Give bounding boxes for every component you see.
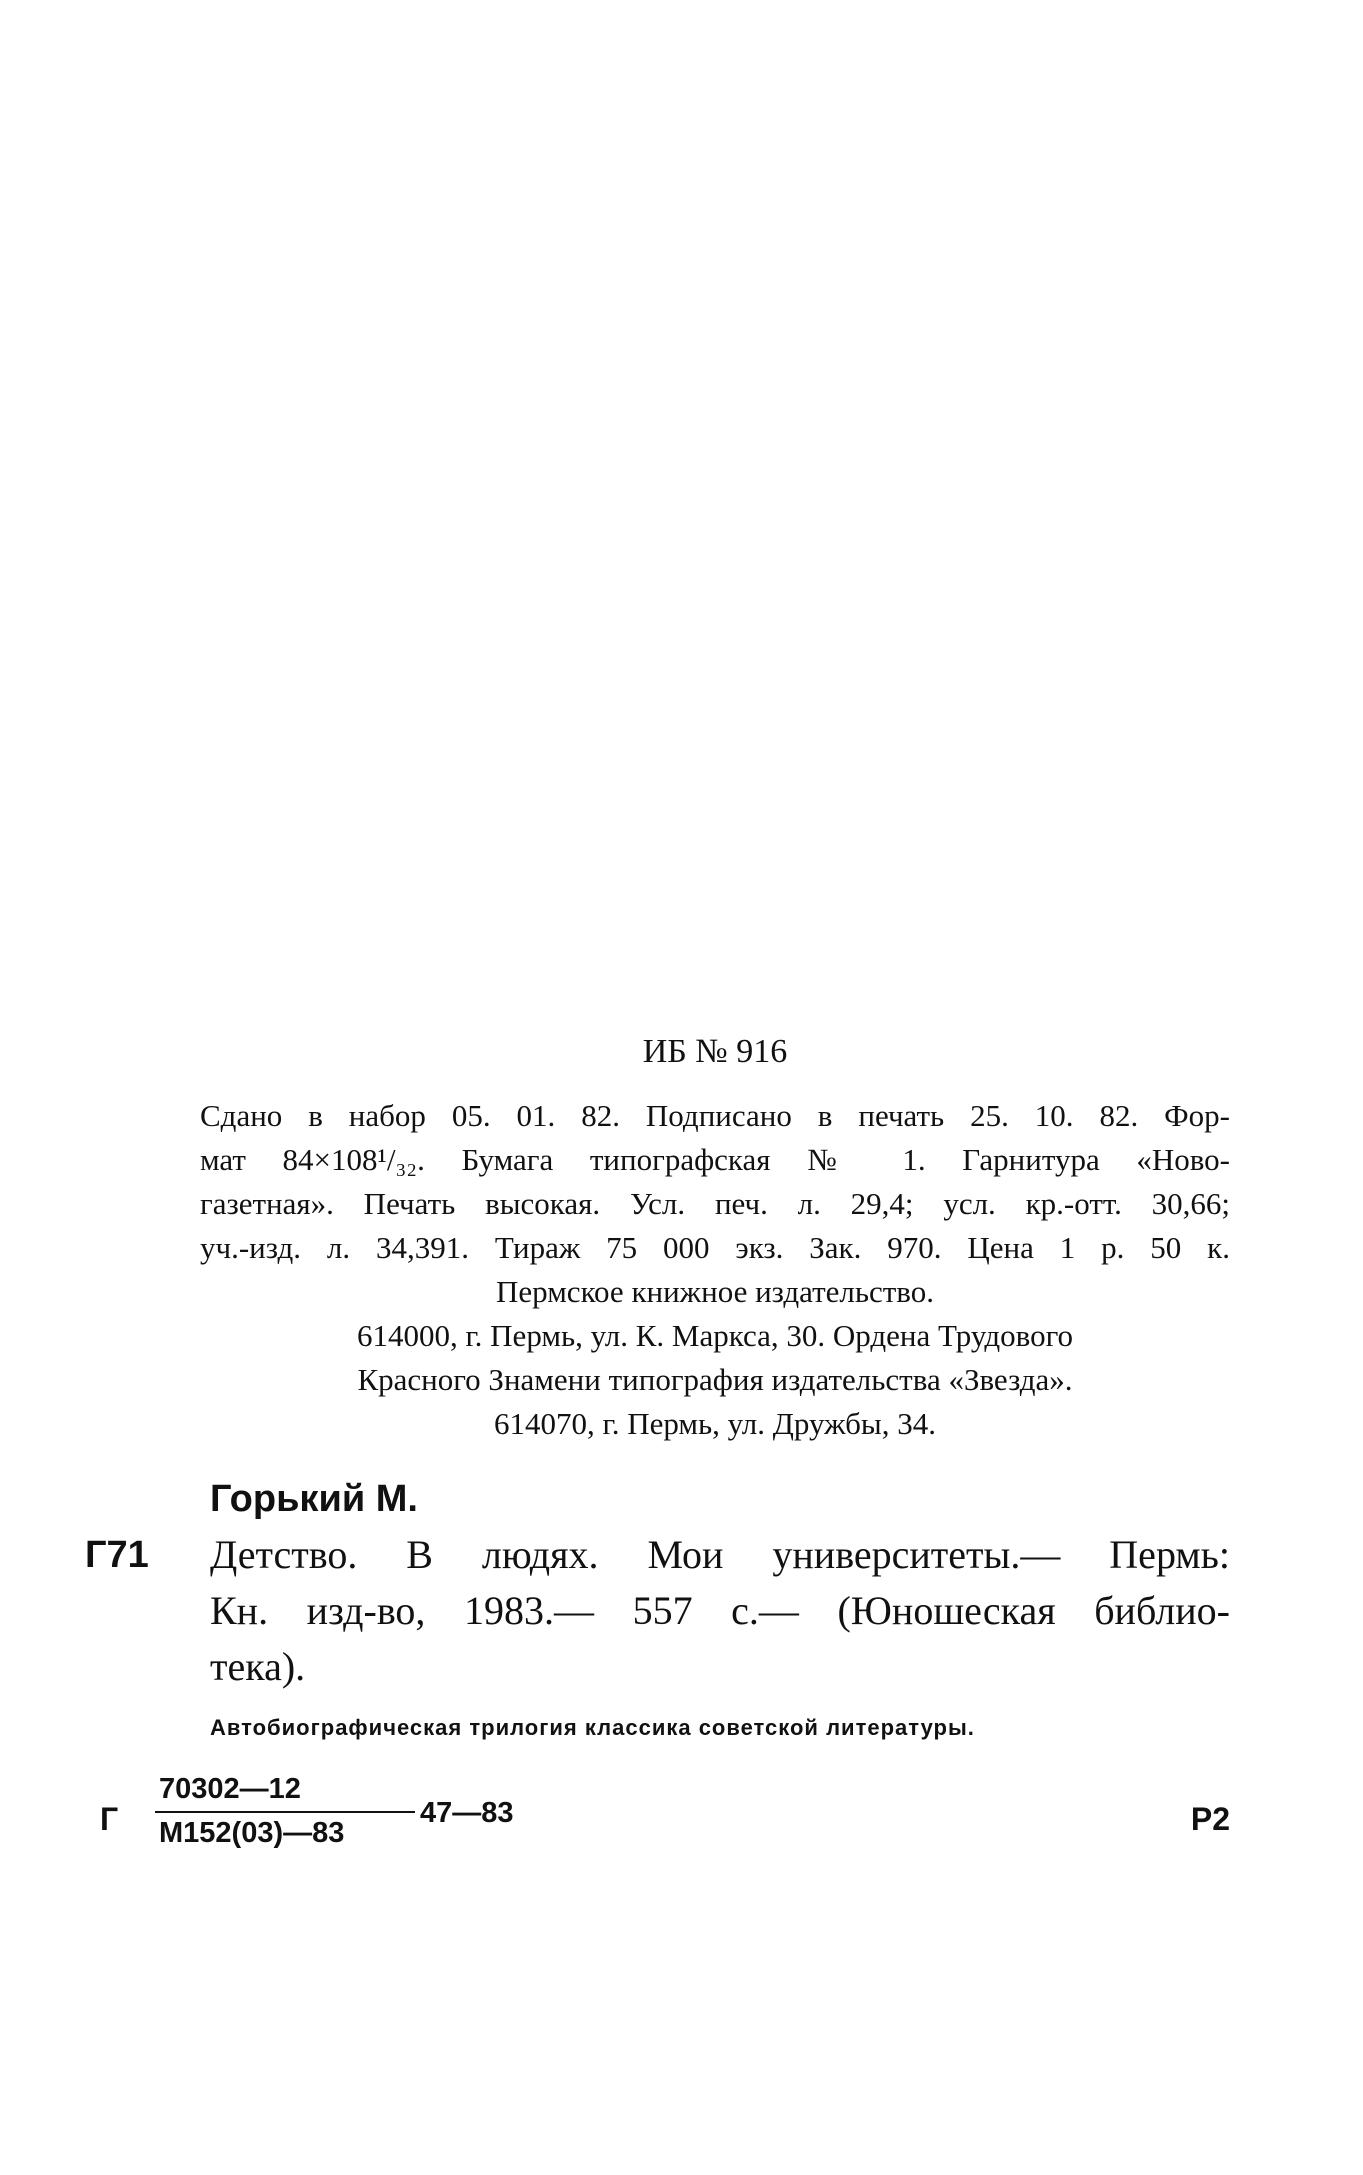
publisher-name: Пермское книжное издательство. bbox=[496, 1274, 934, 1309]
title-line: Детство. В людях. Мои университеты.— Пермь: bbox=[210, 1532, 1230, 1577]
author-name: Горький М. bbox=[210, 1478, 418, 1520]
printer-name: Красного Знамени типография издательства «Звезда». bbox=[357, 1362, 1073, 1397]
bbk-suffix: 47—83 bbox=[420, 1797, 514, 1829]
details-line: уч.-изд. л. 34,391. Тираж 75 000 экз. Зак. 970. Цена 1 р. 50 к. bbox=[200, 1230, 1230, 1265]
details-line: газетная». Печать высокая. Усл. печ. л. 29,4; усл. кр.-отт. 30,66; bbox=[200, 1186, 1230, 1221]
print-details bbox=[200, 1094, 1230, 1270]
author-mark: Г71 bbox=[85, 1534, 149, 1576]
book-annotation: Автобиографическая трилогия классика советской литературы. bbox=[210, 1715, 975, 1740]
bbk-denominator: М152(03)—83 bbox=[159, 1817, 345, 1849]
imprint-block bbox=[200, 1030, 1230, 1446]
bbk-letter: Г bbox=[100, 1801, 119, 1837]
title-line: Кн. изд-во, 1983.— 557 с.— (Юношеская библио- bbox=[210, 1588, 1230, 1633]
bbk-classification: Р2 bbox=[1190, 1801, 1230, 1837]
ib-number: ИБ № 916 bbox=[642, 1033, 788, 1070]
fraction-bar bbox=[155, 1811, 415, 1813]
bbk-index bbox=[100, 1771, 1230, 1861]
book-title bbox=[210, 1527, 1230, 1695]
details-line: мат 84×108¹/₃₂. Бумага типографская № 1. Гарнитура «Ново- bbox=[200, 1142, 1230, 1177]
title-line: тека). bbox=[210, 1644, 306, 1689]
publisher-address: 614000, г. Пермь, ул. К. Маркса, 30. Ордена Трудового bbox=[356, 1318, 1074, 1353]
bbk-numerator: 70302—12 bbox=[159, 1773, 301, 1805]
printer-address: 614070, г. Пермь, ул. Дружбы, 34. bbox=[494, 1406, 936, 1441]
details-line: Сдано в набор 05. 01. 82. Подписано в печать 25. 10. 82. Фор- bbox=[200, 1098, 1230, 1133]
